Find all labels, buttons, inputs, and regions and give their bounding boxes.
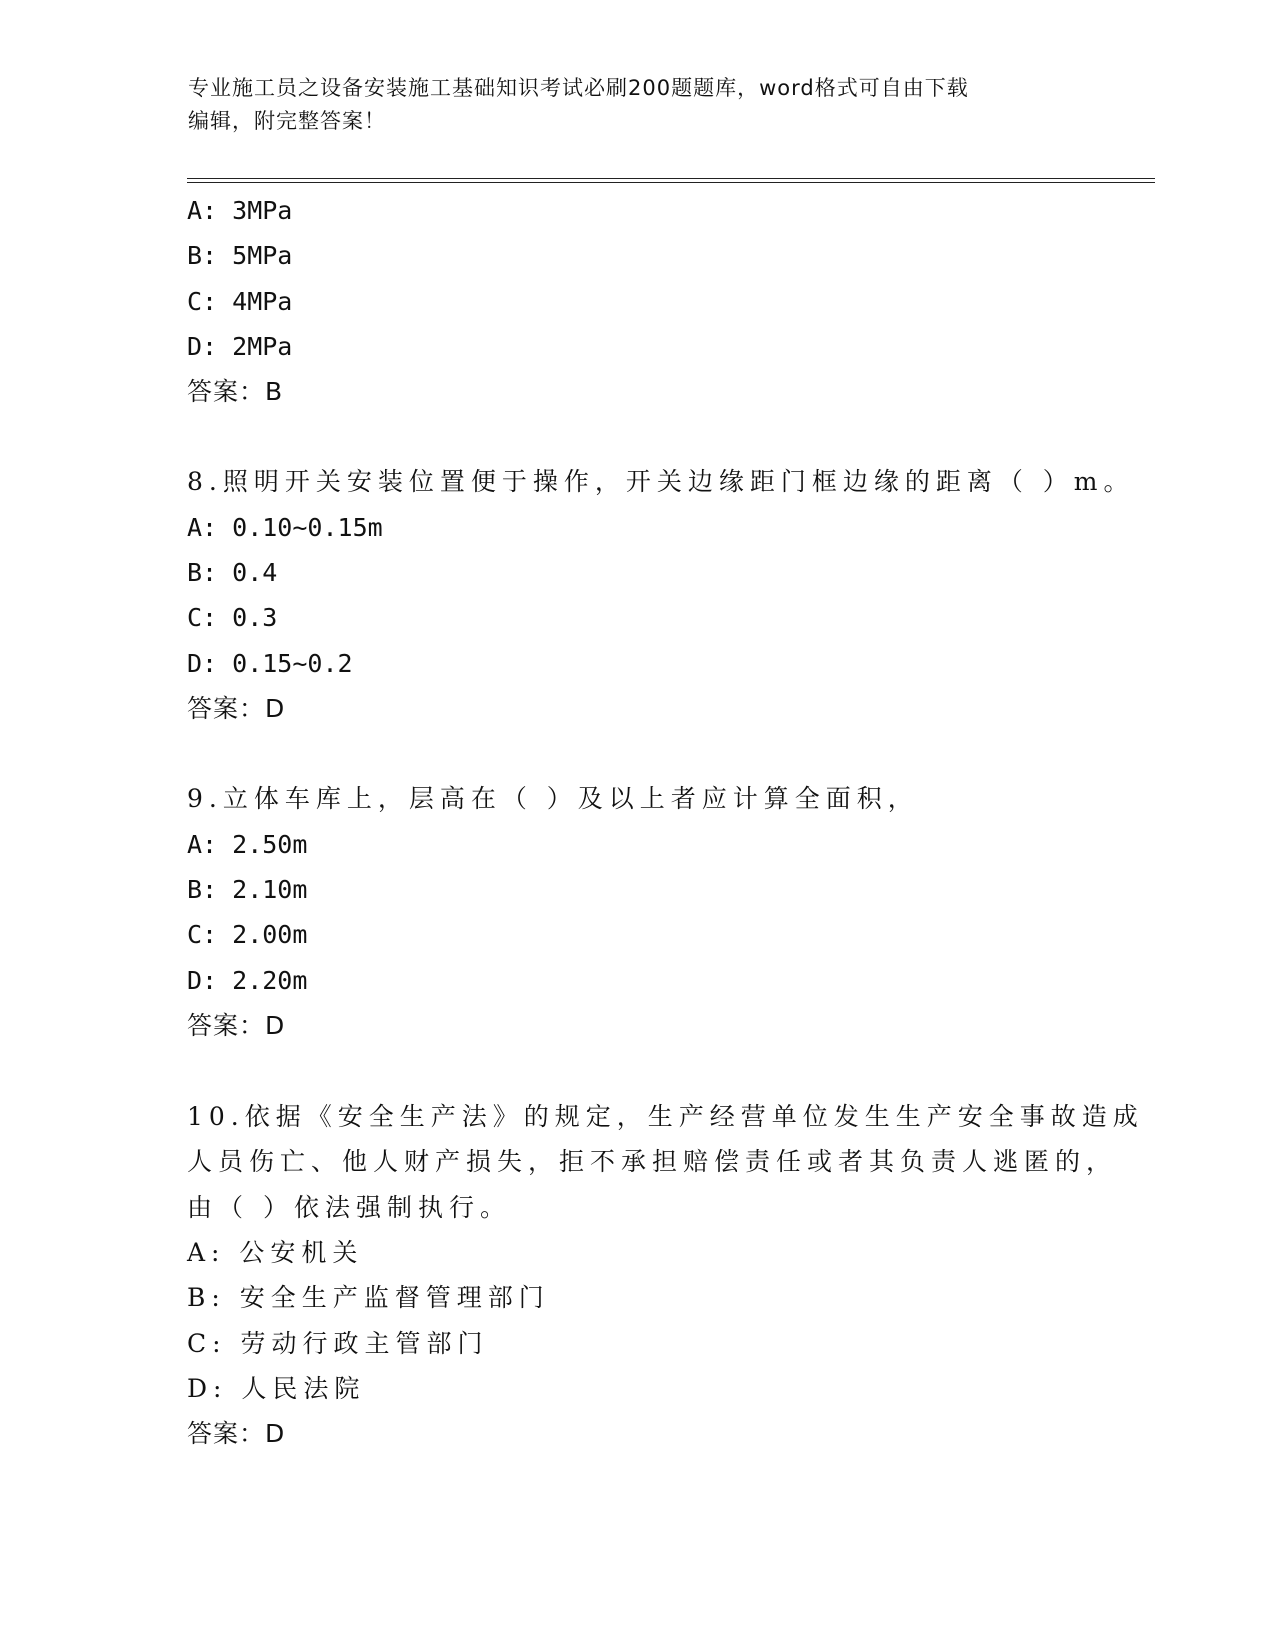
q9-option-a: A: 2.50m	[187, 830, 308, 859]
q7-option-d: D: 2MPa	[187, 332, 293, 361]
q7-option-c: C: 4MPa	[187, 287, 293, 316]
header-divider-bottom	[187, 182, 1155, 183]
header-divider-top	[187, 178, 1155, 179]
q10-option-c: C: 劳动行政主管部门	[187, 1329, 489, 1358]
q7-option-b: B: 5MPa	[187, 241, 293, 270]
header-line-2: 编辑，附完整答案！	[188, 109, 386, 133]
q8-answer: 答案：D	[187, 694, 286, 723]
q7-option-a: A: 3MPa	[187, 196, 293, 225]
q9-question: 9.立体车库上，层高在（ ）及以上者应计算全面积，	[187, 784, 919, 813]
q10-question-line-2: 人员伤亡、他人财产损失，拒不承担赔偿责任或者其负责人逃匿的，	[187, 1147, 1118, 1176]
q9-option-b: B: 2.10m	[187, 875, 308, 904]
q9-option-c: C: 2.00m	[187, 920, 308, 949]
q10-answer: 答案：D	[187, 1419, 286, 1448]
q10-option-d: D: 人民法院	[187, 1374, 366, 1403]
q7-answer: 答案：B	[187, 377, 284, 406]
q9-answer: 答案：D	[187, 1011, 286, 1040]
q8-option-b: B: 0.4	[187, 558, 278, 587]
q8-question: 8.照明开关安装位置便于操作，开关边缘距门框边缘的距离（ ）m。	[187, 467, 1135, 496]
q10-option-a: A: 公安机关	[187, 1238, 364, 1267]
q10-question-line-3: 由（ ）依法强制执行。	[187, 1193, 511, 1222]
q10-question-line-1: 10.依据《安全生产法》的规定，生产经营单位发生生产安全事故造成	[187, 1102, 1144, 1131]
q9-option-d: D: 2.20m	[187, 966, 308, 995]
q8-option-c: C: 0.3	[187, 603, 278, 632]
q10-option-b: B: 安全生产监督管理部门	[187, 1283, 550, 1312]
q8-option-a: A: 0.10~0.15m	[187, 513, 383, 542]
document-header	[188, 72, 1088, 138]
header-line-1: 专业施工员之设备安装施工基础知识考试必刷200题题库，word格式可自由下载	[188, 76, 969, 100]
q8-option-d: D: 0.15~0.2	[187, 649, 353, 678]
